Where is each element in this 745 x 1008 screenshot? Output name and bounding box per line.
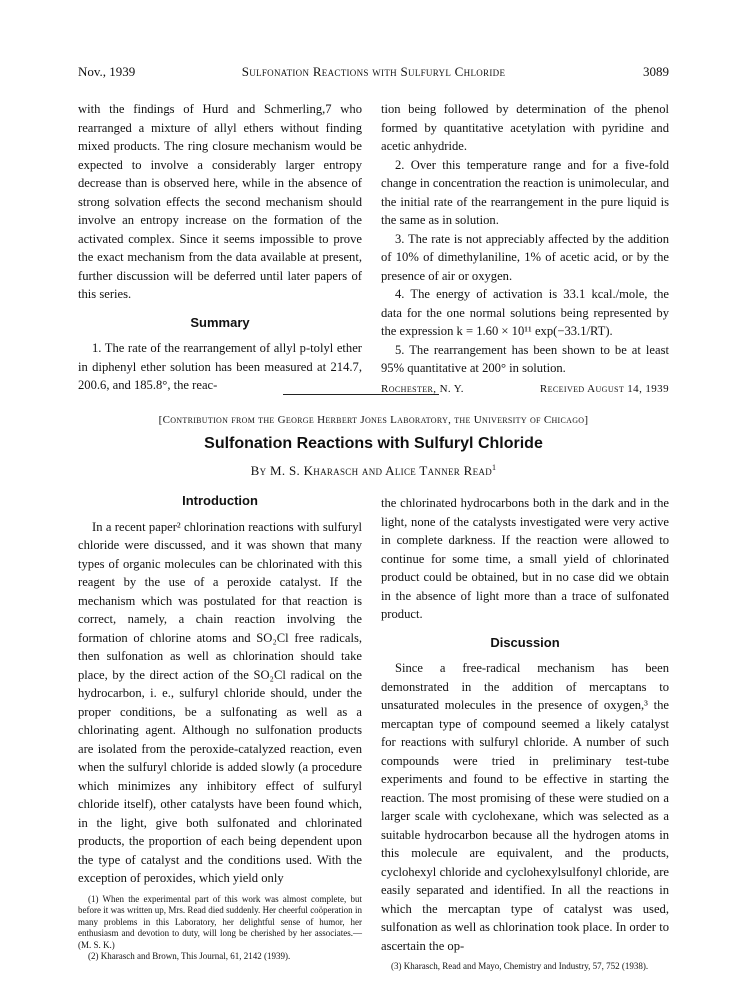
summary-heading: Summary <box>190 314 250 330</box>
footnotes-left <box>78 894 362 963</box>
discussion-paragraph: Since a free-radical mechanism has been demonstrated in the addition of mercaptans to unsaturated molecules in the presence of oxygen,³ the mercaptan type of compound seemed a likely catalyst for reactions with sulfuryl chloride. A number of such compounds were tried in preliminary test-tube experiments and found to be effective in starting the reaction. The most promising of these were studied on a larger scale with cyclohexane, which was selected as a suitable hydrocarbon because all the hydrogen atoms in this molecule are equivalent, and the products, cyclohexyl chloride and cyclohexylsulfonyl chloride, are easily separated and identified. In all the reactions in which the mercaptan type of catalyst was used, sulfonation as well as chlorination took place. In order to ascertain the op- <box>381 661 669 953</box>
footnote-1: (1) When the experimental part of this work was almost complete, but before it was written up, Mrs. Read died suddenly. Her cheerful coöperation in many problems in this Laboratory, her delightful sense of humor, her enthusiasm and devotion to duty, will long be cherished by her associates.—(M. S. K.) <box>78 893 362 950</box>
introduction-paragraph-continued: the chlorinated hydrocarbons both in the dark and in the light, none of the catalysts investigated were very active in complete darkness. If the reaction were allowed to continue for some time, a small yield of chlorinated product could be obtained, but in no case did we obtain in the absence of light more than a trace of sulfonated product. <box>381 496 669 621</box>
conclusion-paragraph: with the findings of Hurd and Schmerling,7 who rearranged a mixture of allyl ethers without finding mixed products. The ring closure mechanism would be expected to involve a considerably larger entropy decrease than is observed here, while in the absence of strong solvation effects the second mechanism should involve an entropy increase on the formation of the activated complex. Since it seems impossible to prove the exact mechanism from the data available at present, further discussion will be deferred until later papers of this series. <box>78 102 362 301</box>
page-number: 3089 <box>643 64 669 79</box>
article-byline <box>78 463 669 479</box>
summary-item-4: 4. The energy of activation is 33.1 kcal./mole, the data for the one normal solutions being represented by the expression k = 1.60 × 10¹¹ exp(−33.1/RT). <box>381 287 669 338</box>
received-date: Received August 14, 1939 <box>539 382 669 395</box>
footnotes-right <box>381 961 669 973</box>
summary-item-2: 2. Over this temperature range and for a five-fold change in concentration the reaction is unimolecular, and the initial rate of the rearrangement in the pure liquid is the same as in solution. <box>381 157 669 227</box>
contribution-line: [Contribution from the George Herbert Jones Laboratory, the University of Chicago] <box>158 414 589 426</box>
header-title: Sulfonation Reactions with Sulfuryl Chloride <box>241 64 506 79</box>
summary-item-1-continued: tion being followed by determination of the phenol formed by quantitative acetylation with pyridine and acetic anhydride. <box>381 102 669 153</box>
signoff-location: Rochester, N. Y. <box>381 382 464 395</box>
previous-article-right-column <box>381 100 669 398</box>
summary-item-5: 5. The rearrangement has been shown to be at least 95% quantitative at 200° in solution. <box>381 342 669 375</box>
article-title: Sulfonation Reactions with Sulfuryl Chloride <box>204 435 543 452</box>
article-divider <box>283 394 439 395</box>
article-left-column <box>78 492 362 963</box>
introduction-heading: Introduction <box>182 493 258 508</box>
footnote-2: (2) Kharasch and Brown, This Journal, 61, 2142 (1939). <box>88 951 291 961</box>
byline-footnote-mark: 1 <box>492 463 497 472</box>
running-header <box>78 64 669 84</box>
summary-item-1: 1. The rate of the rearrangement of allyl p-tolyl ether in diphenyl ether solution has been measured at 214.7, 200.6, and 185.8°, the reac- <box>78 341 362 392</box>
byline-authors: By M. S. Kharasch and Alice Tanner Read <box>250 463 493 478</box>
article-right-column <box>381 494 669 973</box>
footnote-3: (3) Kharasch, Read and Mayo, Chemistry and Industry, 57, 752 (1938). <box>391 961 649 971</box>
introduction-paragraph: In a recent paper² chlorination reactions with sulfuryl chloride were discussed, and it was shown that many types of organic molecules can be chlorinated with this reagent by the use of a peroxide catalyst. If the mechanism which was postulated for that reaction is correct, namely, a chain reaction involving the formation of chlorine atoms and SO₂Cl free radicals, then sulfonation as well as chlorination should take place, by the direct action of the SO₂Cl radical on the hydrocarbon, i. e., sulfuryl chloride should, under the proper conditions, be a sulfonating as well as a chlorinating agent. Although no sulfonation products are isolated from the peroxide-catalyzed reaction, even when the sulfuryl chloride is added slowly (a procedure which minimizes any inhibitory effect of sulfuryl chloride itself), other catalysts have been found which, in the light, give both sulfonated and chlorinated products, the proportion of each being dependent upon the type of catalyst and the conditions used. With the exception of peroxides, which yield only <box>78 519 362 885</box>
previous-article-left-column <box>78 100 362 395</box>
discussion-heading: Discussion <box>490 634 560 650</box>
summary-item-3: 3. The rate is not appreciably affected by the addition of 10% of dimethylaniline, 1% of acetic acid, or by the presence of air or oxygen. <box>381 231 669 283</box>
header-date: Nov., 1939 <box>78 64 136 79</box>
